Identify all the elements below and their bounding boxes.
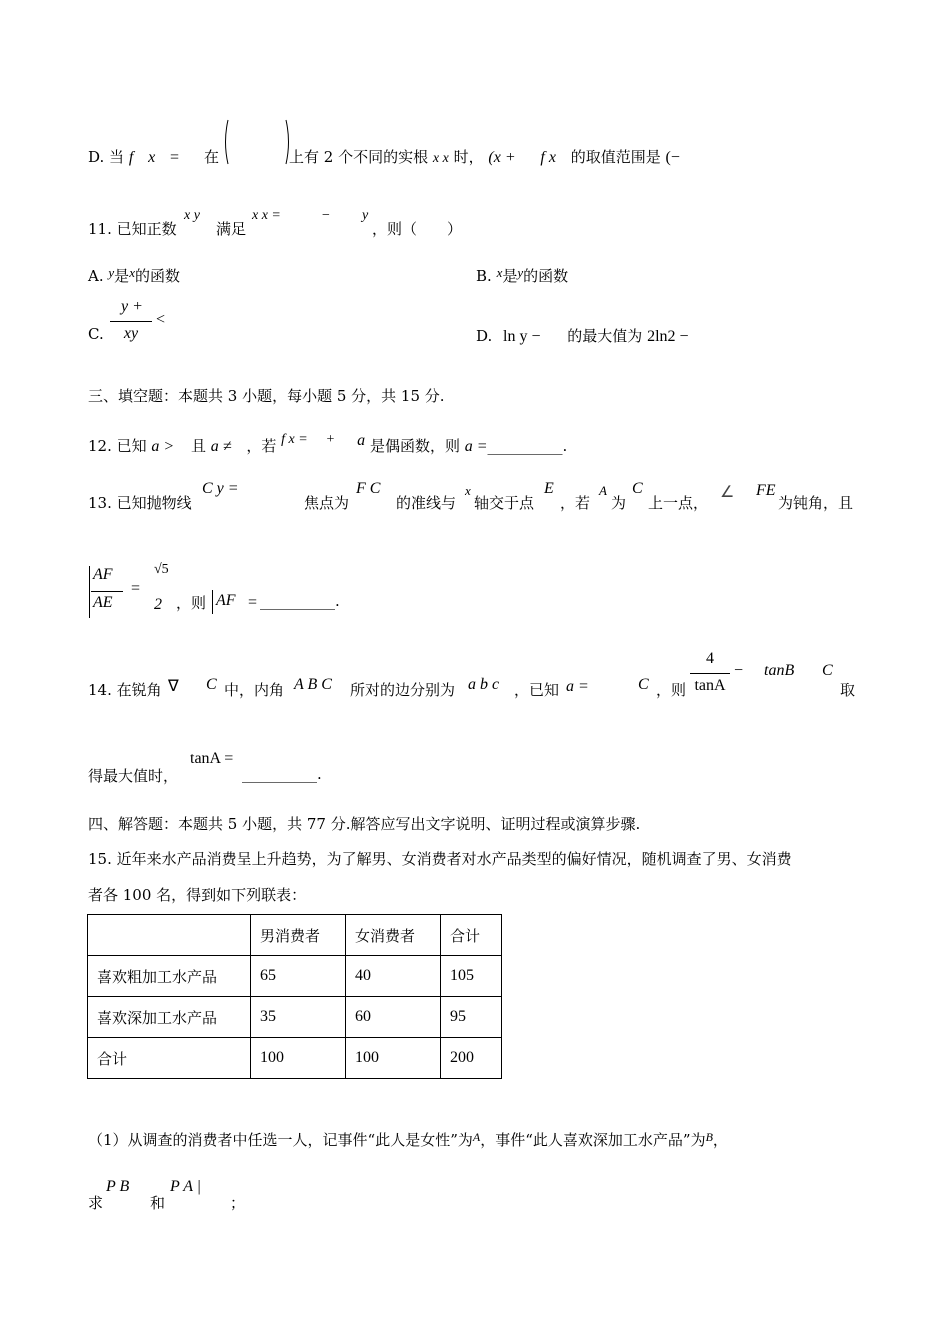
q14-line1: 14. 在锐角 (88, 681, 162, 699)
contingency-table (87, 914, 502, 1079)
q13-then: ，则 (176, 594, 207, 612)
q15-line2: 者各 100 名，得到如下列联表： (88, 886, 307, 904)
table-cell: 100 (346, 1038, 441, 1079)
q13-af-eq: = (248, 594, 258, 611)
q14-then: ，则 (656, 681, 687, 699)
table-header-cell (88, 915, 251, 956)
q13-ratio-eq: = (131, 580, 141, 597)
q11-vars: x y (184, 208, 200, 223)
table-header-cell: 合计 (441, 915, 502, 956)
q13-two: 2 (154, 596, 162, 613)
q14-blank: __________. (242, 765, 322, 783)
q13-focus: 焦点为 (304, 494, 350, 512)
table-cell: 95 (441, 997, 502, 1038)
q11-satisfy: 满足 (216, 220, 247, 238)
table-row (88, 997, 502, 1038)
q11-cond2: − (322, 208, 330, 223)
q13-x: x (465, 483, 471, 498)
q14-known: ，已知 (514, 681, 560, 699)
q10-option-d: D. 当 f x = (88, 148, 179, 166)
q12: 12. 已知 a > 且 a ≠ ，若 f x = + a 是偶函数，则 a =__________. (88, 432, 568, 455)
q11-cond: x x = (252, 208, 281, 223)
q13-if: ，若 (560, 494, 591, 512)
q15-part1: （1）从调查的消费者中任选一人，记事件“此人是女性”为$^A$，事件“此人喜欢深加工水产品”为$^B$， (88, 1130, 728, 1149)
q11-stem: 11. 已知正数 (88, 220, 177, 238)
q13-line1: 13. 已知抛物线 (88, 494, 192, 512)
q10-interval-text: 在 (204, 148, 220, 166)
q14-tanb: tanB (764, 662, 795, 679)
q11-option-c-fraction-bar (110, 321, 152, 322)
q14-c2: C (638, 676, 649, 693)
q13-directrix: 的准线与 (396, 494, 457, 512)
q15-pab: P A | (170, 1178, 202, 1195)
q11-option-c-label: C. (88, 325, 104, 343)
q10-option-d-rest: 上有 2 个不同的实根 x x 时， (x + f x 的取值范围是 (− (289, 148, 680, 166)
q10-interval-brackets (222, 118, 292, 166)
q13-blank: __________. (260, 592, 340, 610)
q13-e: E (544, 480, 554, 497)
q13-a: A (599, 483, 607, 498)
q11-option-d: D. ln y − 的最大值为 2ln2 − (476, 327, 689, 345)
table-cell: 65 (251, 956, 346, 997)
table-header-cell: 女消费者 (346, 915, 441, 956)
q15-end: ； (230, 1194, 246, 1212)
table-cell: 60 (346, 997, 441, 1038)
q13-axis: 轴交于点 (474, 494, 535, 512)
table-cell: 合计 (88, 1038, 251, 1079)
section-3-heading: 三、填空题：本题共 3 小题，每小题 5 分，共 15 分. (88, 387, 445, 405)
table-cell: 喜欢深加工水产品 (88, 997, 251, 1038)
q11-option-a: A. y是x的函数 (88, 265, 180, 285)
q14-abc: A B C (294, 676, 332, 693)
q13-ratio-bar (91, 591, 123, 592)
q13-c: C (632, 480, 643, 497)
q14-minus: − (734, 662, 744, 679)
q14-inner: 中，内角 (224, 681, 285, 699)
q13-curve: C y = (202, 480, 239, 497)
q13-ratio-left-bar (89, 566, 90, 618)
q13-on: 上一点， (648, 494, 709, 512)
table-cell: 200 (441, 1038, 502, 1079)
q13-obtuse: 为钝角，且 (778, 494, 854, 512)
table-cell: 100 (251, 1038, 346, 1079)
q14-take: 取 (840, 681, 856, 699)
q14-tana: tanA = (190, 750, 234, 767)
table-cell: 40 (346, 956, 441, 997)
q15-and: 和 (150, 1194, 166, 1212)
q14-frac-den: tanA (694, 677, 726, 694)
section-4-heading: 四、解答题：本题共 5 小题，共 77 分.解答应写出文字说明、证明过程或演算步骤. (88, 815, 641, 833)
q11-tail: ，则（ ） (372, 220, 463, 238)
q13-af: AF (216, 592, 236, 609)
q13-fc: F C (356, 480, 381, 497)
q14-tri: ∇ (168, 678, 179, 695)
table-row (88, 956, 502, 997)
q14-frac-num: 4 (706, 650, 714, 667)
q11-cond3: y (362, 208, 369, 223)
table-cell: 喜欢粗加工水产品 (88, 956, 251, 997)
q11-option-c-numerator: y + (121, 298, 143, 315)
table-row (88, 1038, 502, 1079)
q15-pb: P B (106, 1178, 130, 1195)
q13-ratio-numerator: AF (93, 566, 113, 583)
table-header-cell: 男消费者 (251, 915, 346, 956)
q13-ratio-denominator: AE (93, 594, 113, 611)
q11-option-b: B. x是y的函数 (476, 265, 569, 285)
q11-option-c-relation: < (156, 311, 166, 328)
q13-angle: ∠ (720, 484, 735, 501)
table-cell: 105 (441, 956, 502, 997)
q13-sqrt: √5 (154, 562, 169, 577)
q14-c1: C (206, 676, 217, 693)
q11-option-c-denominator: xy (123, 325, 139, 342)
q14-sides: a b c (468, 676, 500, 693)
q13-is: 为 (611, 494, 627, 512)
q14-frac-bar (690, 673, 730, 674)
q15-ask: 求 (88, 1194, 104, 1212)
q13-abs-bar (212, 590, 213, 614)
q14-line2: 得最大值时， (88, 767, 179, 785)
q13-fe: FE (756, 482, 776, 499)
table-cell: 35 (251, 997, 346, 1038)
q14-a-eq: a = (566, 678, 589, 695)
q14-opposite: 所对的边分别为 (350, 681, 456, 699)
q15-line1: 15. 近年来水产品消费呈上升趋势，为了解男、女消费者对水产品类型的偏好情况，随机调查了男、女消费 (88, 850, 792, 868)
table-header-row (88, 915, 502, 956)
q14-c3: C (822, 662, 833, 679)
